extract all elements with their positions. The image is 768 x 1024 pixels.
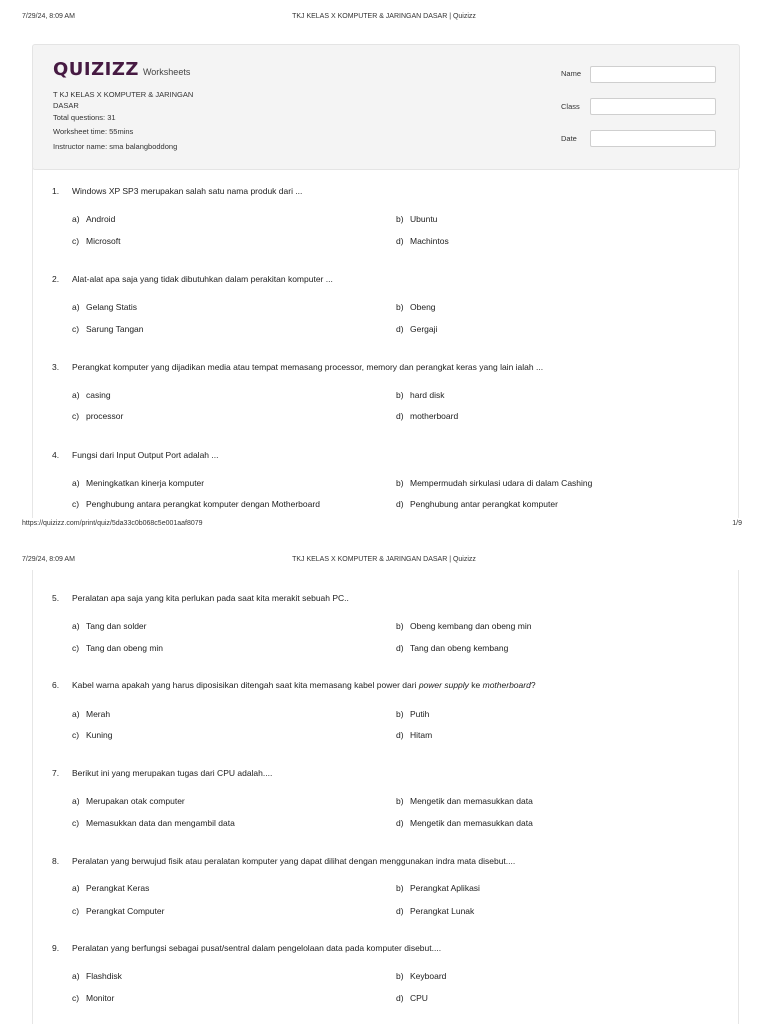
question-2: 2. Alat-alat apa saja yang tidak dibutuhkan dalam perakitan komputer ... (52, 274, 333, 284)
option-7d: d) Mengetik dan memasukkan data (396, 818, 533, 828)
option-6d: d) Hitam (396, 730, 433, 740)
option-4b: b) Mempermudah sirkulasi udara di dalam Cashing (396, 478, 593, 488)
total-questions: Total questions: 31 (53, 113, 116, 122)
question-8: 8. Peralatan yang berwujud fisik atau peralatan komputer yang dapat dilihat dengan menggunakan indra mata disebut.... (52, 856, 516, 866)
option-5b: b) Obeng kembang dan obeng min (396, 621, 532, 631)
option-7c: c) Memasukkan data dan mengambil data (72, 818, 235, 828)
option-1c: c) Microsoft (72, 236, 121, 246)
option-7a: a) Merupakan otak computer (72, 796, 185, 806)
question-6: 6. Kabel warna apakah yang harus diposisikan ditengah saat kita memasang kabel power dari power supply ke motherboard? (52, 680, 536, 690)
option-5d: d) Tang dan obeng kembang (396, 643, 509, 653)
right-frame-line (738, 168, 739, 518)
option-3d: d) motherboard (396, 411, 459, 421)
print-doc-title-2: TKJ KELAS X KOMPUTER & JARINGAN DASAR | Quizizz (292, 556, 476, 563)
option-1d: d) Machintos (396, 236, 449, 246)
worksheet-header-card (32, 44, 740, 170)
option-1b: b) Ubuntu (396, 214, 438, 224)
option-8d: d) Perangkat Lunak (396, 906, 475, 916)
quizizz-logo (53, 59, 190, 80)
date-field[interactable] (590, 130, 716, 147)
option-3c: c) processor (72, 411, 124, 421)
question-4: 4. Fungsi dari Input Output Port adalah ... (52, 450, 219, 460)
worksheet-title: T KJ KELAS X KOMPUTER & JARINGAN DASAR (53, 90, 194, 110)
question-5: 5. Peralatan apa saja yang kita perlukan pada saat kita merakit sebuah PC.. (52, 593, 349, 603)
option-6b: b) Putih (396, 709, 430, 719)
print-page-number: 1/9 (732, 520, 742, 527)
option-9b: b) Keyboard (396, 971, 447, 981)
class-label: Class (561, 102, 580, 111)
question-3: 3. Perangkat komputer yang dijadikan media atau tempat memasang processor, memory dan perangkat keras yang lain ialah ... (52, 362, 544, 372)
option-2c: c) Sarung Tangan (72, 324, 144, 334)
question-9: 9. Peralatan yang berfungsi sebagai pusat/sentral dalam pengelolaan data pada komputer disebut.... (52, 943, 442, 953)
date-label: Date (561, 134, 577, 143)
option-4a: a) Meningkatkan kinerja komputer (72, 478, 205, 488)
option-5c: c) Tang dan obeng min (72, 643, 164, 653)
print-url: https://quizizz.com/print/quiz/5da33c0b068c5e001aaf8079 (22, 520, 203, 527)
option-4c: c) Penghubung antara perangkat komputer dengan Motherboard (72, 499, 320, 509)
option-2d: d) Gergaji (396, 324, 438, 334)
option-4d: d) Penghubung antar perangkat komputer (396, 499, 558, 509)
right-frame-line-2 (738, 570, 739, 1024)
option-1a: a) Android (72, 214, 116, 224)
option-3a: a) casing (72, 390, 111, 400)
print-doc-title: TKJ KELAS X KOMPUTER & JARINGAN DASAR | Quizizz (292, 13, 476, 20)
option-9c: c) Monitor (72, 993, 115, 1003)
print-datetime-2: 7/29/24, 8:09 AM (22, 556, 75, 563)
print-datetime: 7/29/24, 8:09 AM (22, 13, 75, 20)
worksheet-time: Worksheet time: 55mins (53, 127, 134, 136)
logo-subtitle: Worksheets (142, 67, 191, 77)
page-separator (0, 530, 768, 550)
logo-wordmark: QUIZIZZ (53, 59, 139, 80)
name-label: Name (561, 69, 582, 78)
option-9a: a) Flashdisk (72, 971, 122, 981)
option-2a: a) Gelang Statis (72, 302, 138, 312)
instructor-name: Instructor name: sma balangboddong (53, 142, 178, 151)
option-8b: b) Perangkat Aplikasi (396, 883, 480, 893)
option-5a: a) Tang dan solder (72, 621, 147, 631)
option-8a: a) Perangkat Keras (72, 883, 150, 893)
question-7: 7. Berikut ini yang merupakan tugas dari CPU adalah.... (52, 768, 273, 778)
question-1: 1. Windows XP SP3 merupakan salah satu nama produk dari ... (52, 186, 303, 196)
option-6a: a) Merah (72, 709, 111, 719)
name-field[interactable] (590, 66, 716, 83)
class-field[interactable] (590, 98, 716, 115)
option-3b: b) hard disk (396, 390, 445, 400)
option-9d: d) CPU (396, 993, 428, 1003)
option-7b: b) Mengetik dan memasukkan data (396, 796, 533, 806)
option-6c: c) Kuning (72, 730, 113, 740)
option-2b: b) Obeng (396, 302, 436, 312)
option-8c: c) Perangkat Computer (72, 906, 165, 916)
left-frame-line (32, 168, 33, 518)
left-frame-line-2 (32, 570, 33, 1024)
